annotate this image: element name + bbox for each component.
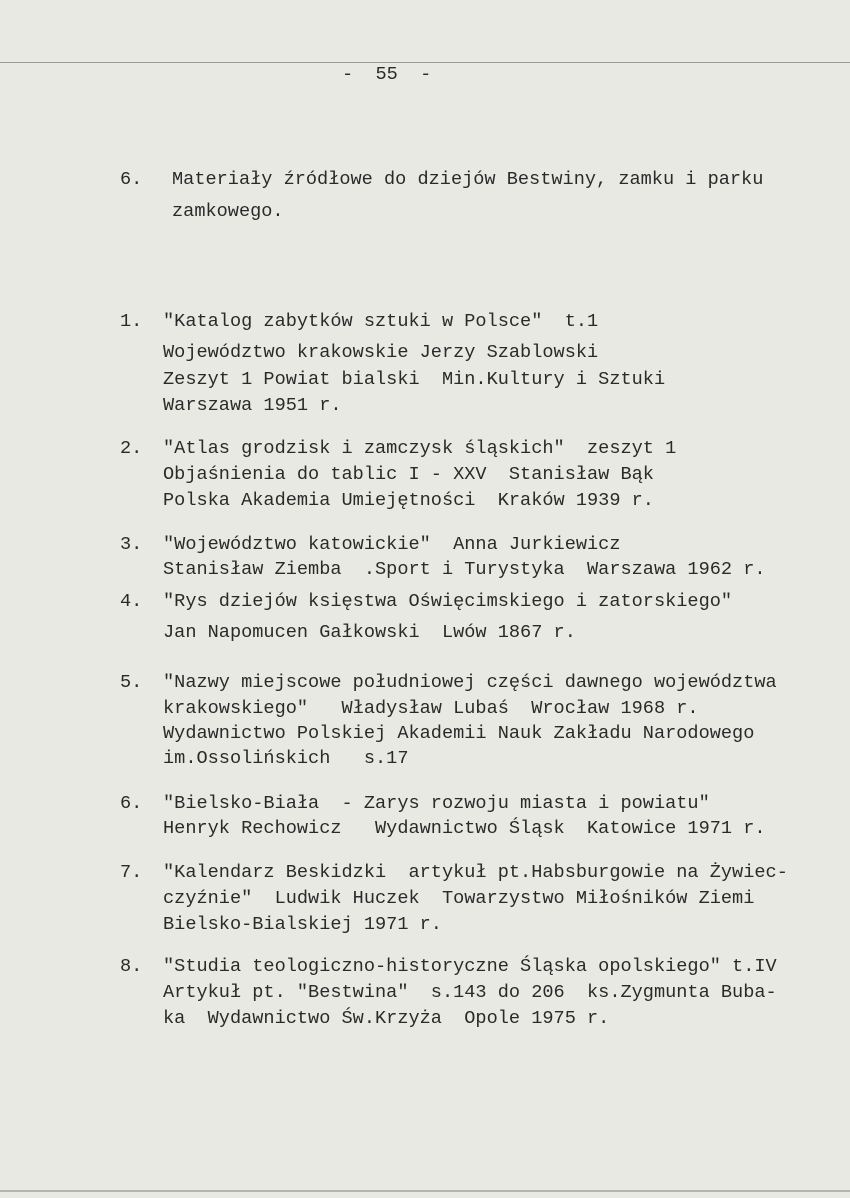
item-number: 1.	[120, 311, 143, 332]
item-text-line: Bielsko-Bialskiej 1971 r.	[163, 914, 442, 935]
item-text-line: Stanisław Ziemba .Sport i Turystyka Warszawa 1962 r.	[163, 559, 766, 580]
item-text-line: Objaśnienia do tablic I - XXV Stanisław Bąk	[163, 464, 654, 485]
item-number: 7.	[120, 862, 143, 883]
item-text-line: ka Wydawnictwo Św.Krzyża Opole 1975 r.	[163, 1008, 610, 1029]
item-text-line: "Katalog zabytków sztuki w Polsce" t.1	[163, 311, 599, 332]
section-title-line: Materiały źródłowe do dziejów Bestwiny, zamku i parku	[172, 169, 764, 190]
item-text-line: Zeszyt 1 Powiat bialski Min.Kultury i Sztuki	[163, 369, 666, 390]
item-text-line: Polska Akademia Umiejętności Kraków 1939 r.	[163, 490, 654, 511]
section-number: 6.	[120, 169, 143, 190]
item-text-line: Jan Napomucen Gałkowski Lwów 1867 r.	[163, 622, 576, 643]
item-text-line: "Atlas grodzisk i zamczysk śląskich" zeszyt 1	[163, 438, 677, 459]
item-text-line: "Studia teologiczno-historyczne Śląska opolskiego" t.IV	[163, 956, 777, 977]
item-text-line: Województwo krakowskie Jerzy Szablowski	[163, 342, 599, 363]
item-text-line: krakowskiego" Władysław Lubaś Wrocław 1968 r.	[163, 698, 699, 719]
item-text-line: Henryk Rechowicz Wydawnictwo Śląsk Katowice 1971 r.	[163, 818, 766, 839]
page-bottom-edge-line	[0, 1190, 850, 1192]
item-text-line: "Kalendarz Beskidzki artykuł pt.Habsburgowie na Żywiec-	[163, 862, 788, 883]
item-text-line: "Rys dziejów księstwa Oświęcimskiego i zatorskiego"	[163, 591, 733, 612]
item-number: 8.	[120, 956, 143, 977]
section-title-line: zamkowego.	[172, 201, 284, 222]
item-number: 3.	[120, 534, 143, 555]
item-text-line: "Nazwy miejscowe południowej części dawnego województwa	[163, 672, 777, 693]
item-text-line: im.Ossolińskich s.17	[163, 748, 409, 769]
page-top-edge-line	[0, 62, 850, 63]
item-text-line: czyźnie" Ludwik Huczek Towarzystwo Miłośników Ziemi	[163, 888, 755, 909]
item-number: 2.	[120, 438, 143, 459]
item-number: 4.	[120, 591, 143, 612]
page-number: - 55 -	[342, 64, 432, 85]
item-text-line: Warszawa 1951 r.	[163, 395, 342, 416]
item-text-line: Wydawnictwo Polskiej Akademii Nauk Zakładu Narodowego	[163, 723, 755, 744]
item-text-line: "Województwo katowickie" Anna Jurkiewicz	[163, 534, 621, 555]
item-text-line: Artykuł pt. "Bestwina" s.143 do 206 ks.Zygmunta Buba-	[163, 982, 777, 1003]
item-text-line: "Bielsko-Biała - Zarys rozwoju miasta i powiatu"	[163, 793, 710, 814]
item-number: 6.	[120, 793, 143, 814]
item-number: 5.	[120, 672, 143, 693]
